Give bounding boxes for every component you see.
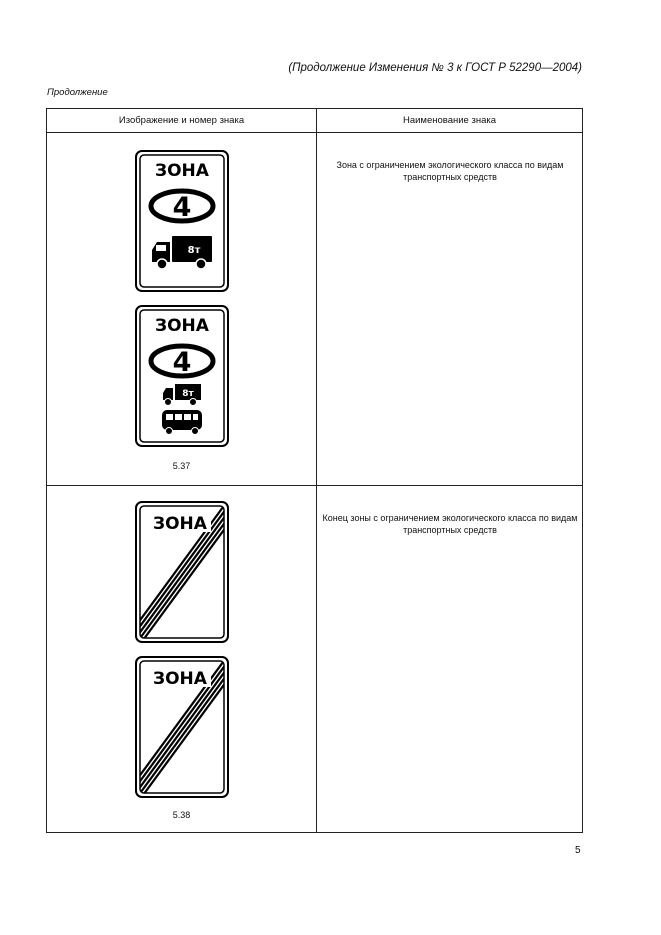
column-header-image: Изображение и номер знака <box>118 115 245 126</box>
signs-table <box>46 108 583 833</box>
header-divider <box>47 132 582 133</box>
end-zone-sign <box>135 501 229 643</box>
column-header-name: Наименование знака <box>402 115 497 126</box>
sign-number: 5.37 <box>172 461 191 471</box>
sign-zone-word: ЗОНА <box>155 161 209 181</box>
sign-zone-word: ЗОНА <box>153 514 207 534</box>
sign-zone-word: ЗОНА <box>155 316 209 336</box>
page-number: 5 <box>575 845 581 856</box>
sign-name: Зона с ограничением экологического класса по видам транспортных средств <box>336 160 564 182</box>
document-header-title: (Продолжение Изменения № 3 к ГОСТ Р 52290—2004) <box>288 62 582 74</box>
sign-class-number: 4 <box>172 347 192 378</box>
sign-number: 5.38 <box>172 810 191 820</box>
zone-ecoclass-truck-bus-sign <box>135 305 229 447</box>
sign-name: Конец зоны с ограничением экологического класса по видам транспортных средств <box>322 513 578 535</box>
continuation-label: Продолжение <box>47 87 108 98</box>
sign-zone-word: ЗОНА <box>153 669 207 689</box>
zone-ecoclass-truck-sign <box>135 150 229 292</box>
sign-class-number: 4 <box>172 192 192 223</box>
column-divider <box>316 109 317 832</box>
weight-label: 8т <box>187 245 201 256</box>
end-zone-sign-variant <box>135 656 229 798</box>
row-divider <box>47 485 582 486</box>
weight-label: 8т <box>182 389 194 399</box>
